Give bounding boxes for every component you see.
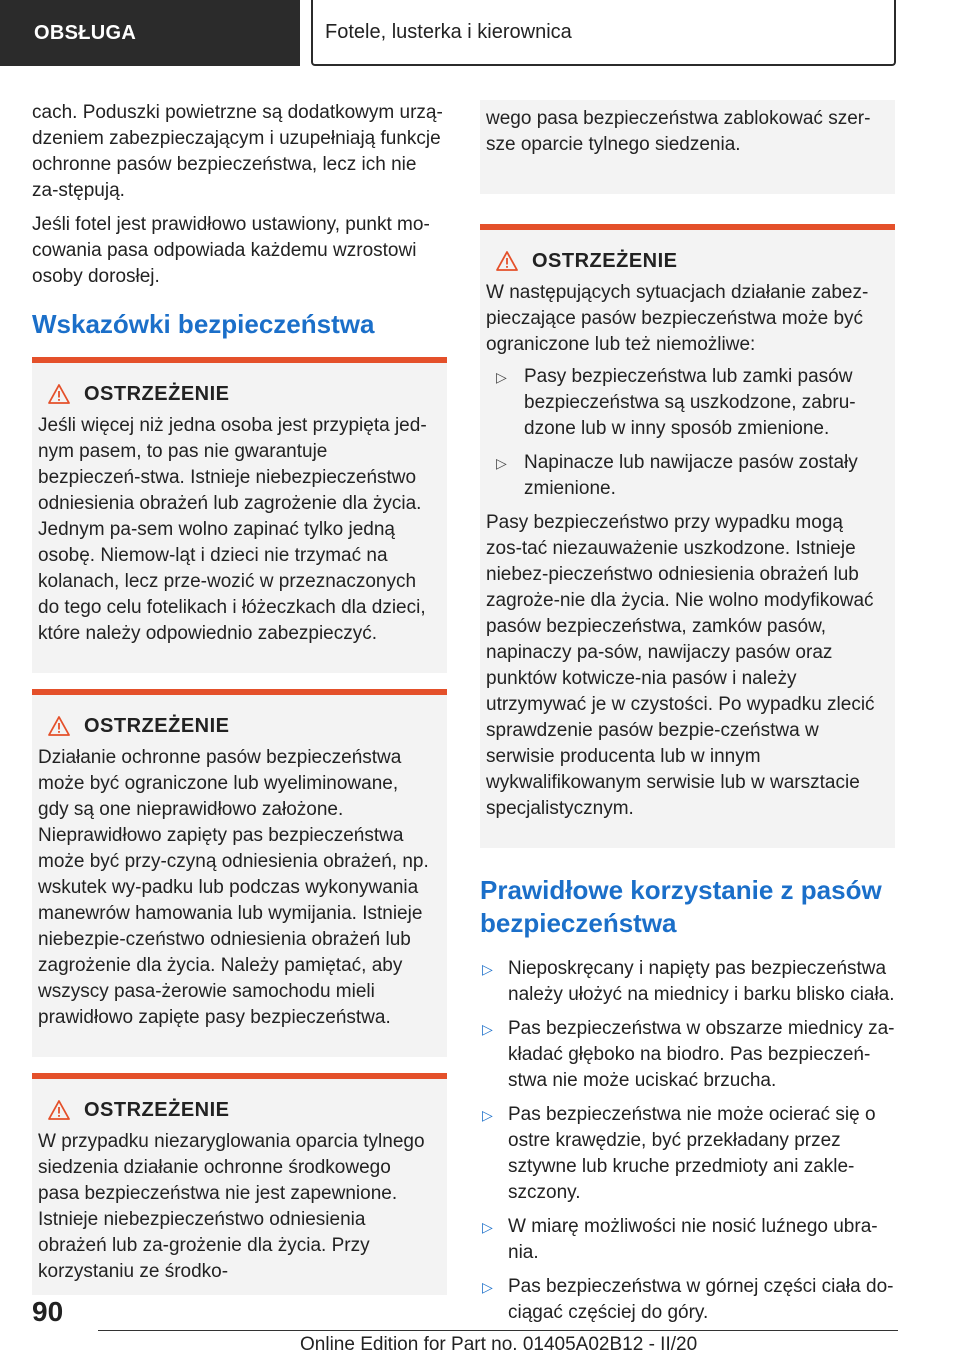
warning-triangle-icon <box>48 1100 70 1120</box>
warning-box <box>32 689 447 1057</box>
usage-list <box>480 956 895 1326</box>
left-column <box>32 100 447 1295</box>
list-item <box>486 364 881 442</box>
warning-triangle-icon <box>48 384 70 404</box>
warning-title <box>38 1097 433 1123</box>
chapter-title-text: Fotele, lusterka i kierownica <box>325 20 572 43</box>
footer-divider <box>98 1330 898 1331</box>
list-item-text: Pasy bezpieczeństwa lub zamki pasów bezpieczeństwa są uszkodzone, zabru-dzone lub w inny sposób zmienione. <box>524 366 856 439</box>
section-heading: Prawidłowe korzystanie z pasów bezpieczeństwa <box>480 875 882 938</box>
bullet-triangle-icon: ▷ <box>496 369 507 385</box>
chapter-title <box>311 0 896 66</box>
bullet-triangle-icon: ▷ <box>482 1219 493 1235</box>
warning-text: W przypadku niezaryglowania oparcia tylnego siedzenia działanie ochronne środkowego pasa bezpieczeństwa nie jest zapewnione. Istnieje niebezpieczeństwo odniesienia obrażeń lub za-grożenie dla życia. Przy korzystaniu ze środko- <box>38 1131 425 1282</box>
warning-intro: W następujących sytuacjach działanie zabez-pieczające pasów bezpieczeństwa może być ograniczone lub też niemożliwe: <box>486 282 869 355</box>
warning-text: wego pasa bezpieczeństwa zablokować szer-sze oparcie tylnego siedzenia. <box>486 108 871 155</box>
warning-box <box>32 1073 447 1295</box>
warning-box-continued <box>480 100 895 194</box>
warning-triangle-icon <box>496 251 518 271</box>
list-item-text: W miarę możliwości nie nosić luźnego ubra-nia. <box>508 1216 878 1263</box>
list-item-text: Napinacze lub nawijacze pasów zostały zmienione. <box>524 452 858 499</box>
warning-title-text: OSTRZEŻENIE <box>84 383 230 405</box>
bullet-triangle-icon: ▷ <box>482 1279 493 1295</box>
warning-box <box>480 224 895 848</box>
warning-title <box>38 713 433 739</box>
list-item <box>480 1016 895 1094</box>
bullet-triangle-icon: ▷ <box>482 1107 493 1123</box>
edition-note: Online Edition for Part no. 01405A02B12 - II/20 <box>300 1334 698 1355</box>
warning-box <box>32 357 447 673</box>
bullet-triangle-icon: ▷ <box>482 961 493 977</box>
section-tab: OBSŁUGA <box>0 0 300 66</box>
page-number: 90 <box>32 1296 64 1327</box>
warning-text: Pasy bezpieczeństwo przy wypadku mogą zos-tać niezauważenie uszkodzone. Istnieje niebez-pieczeństwo odniesienia obrażeń lub zagroże-nie dla życia. Nie wolno modyfikować pasów bezpieczeństwa, zamków pasów, napinaczy pa-sów, nawijaczy pasów oraz punktów kotwicze-nia pasów i należy utrzymywać je w czystości. Po wypadku zlecić sprawdzenie pasów bezpie-czeństwa w serwisie producenta lub w innym wykwalifikowanym serwisie lub w warsztacie specjalistycznym. <box>486 512 875 819</box>
warning-title-text: OSTRZEŻENIE <box>84 715 230 737</box>
list-item <box>480 1214 895 1266</box>
list-item <box>486 450 881 502</box>
list-item <box>480 956 895 1008</box>
right-column <box>480 100 895 1334</box>
warning-text: Działanie ochronne pasów bezpieczeństwa może być ograniczone lub wyeliminowane, gdy są one nieprawidłowo założone. Nieprawidłowo zapięty pas bezpieczeństwa może być przy-czyną odniesienia obrażeń, np. wskutek wy-padku lub podczas wykonywania manewrów hamowania lub wymijania. Istnieje niebezpie-czeństwo odniesienia obrażeń lub zagrożenie dla życia. Należy pamiętać, aby wszyscy pasa-żerowie samochodu mieli prawidłowo zapięte pasy bezpieczeństwa. <box>38 747 429 1028</box>
bullet-triangle-icon: ▷ <box>496 455 507 471</box>
warning-list <box>486 364 881 502</box>
list-item-text: Pas bezpieczeństwa w obszarze miednicy za-kładać głęboko na biodro. Pas bezpieczeń-stwa nie może uciskać brzucha. <box>508 1018 895 1091</box>
warning-title <box>38 381 433 407</box>
section-heading: Wskazówki bezpieczeństwa <box>32 309 375 339</box>
bullet-triangle-icon: ▷ <box>482 1021 493 1037</box>
warning-triangle-icon <box>48 716 70 736</box>
paragraph: Jeśli fotel jest prawidłowo ustawiony, punkt mo-cowania pasa odpowiada każdemu wzrostowi osoby dorosłej. <box>32 214 430 287</box>
warning-title <box>486 248 881 274</box>
list-item-text: Nieposkręcany i napięty pas bezpieczeństwa należy ułożyć na miednicy i barku blisko ciała. <box>508 958 895 1005</box>
warning-title-text: OSTRZEŻENIE <box>532 250 678 272</box>
list-item-text: Pas bezpieczeństwa nie może ocierać się o ostre krawędzie, być przekładany przez sztywne lub kruche przedmioty ani zakle-szczony. <box>508 1104 876 1203</box>
warning-title-text: OSTRZEŻENIE <box>84 1099 230 1121</box>
warning-text: Jeśli więcej niż jedna osoba jest przypięta jed-nym pasem, to pas nie gwarantuje bezpieczeń-stwa. Istnieje niebezpieczeństwo odniesienia obrażeń lub zagrożenie dla życia. Jednym pa-sem wolno zapinać tylko jedną osobę. Niemow-ląt i dzieci nie trzymać na kolanach, lecz prze-wozić w przeznaczonych do tego celu fotelikach i łóżeczkach dla dzieci, które należy odpowiednio zabezpieczyć. <box>38 415 427 644</box>
list-item <box>480 1102 895 1206</box>
list-item <box>480 1274 895 1326</box>
list-item-text: Pas bezpieczeństwa w górnej części ciała do-ciągać częściej do góry. <box>508 1276 894 1323</box>
paragraph: cach. Poduszki powietrzne są dodatkowym urzą-dzeniem zabezpieczającym i uzupełniają funkcje ochronne pasów bezpieczeństwa, lecz ich nie za-stępują. <box>32 102 443 201</box>
